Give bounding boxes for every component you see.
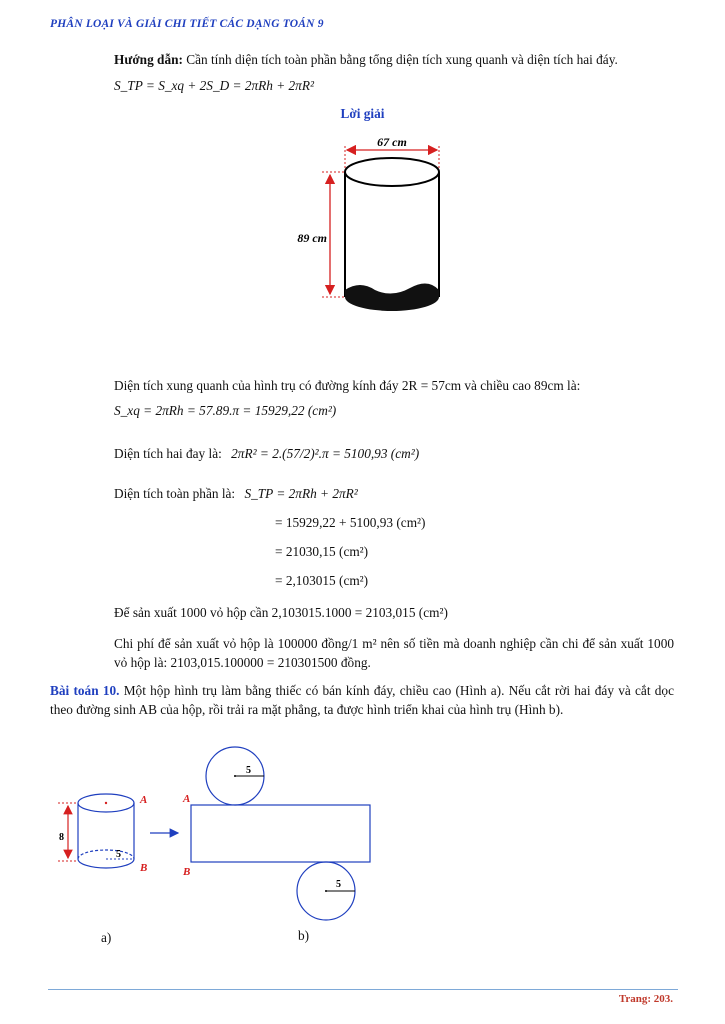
solution-line1: Diện tích xung quanh của hình trụ có đường kính đáy 2R = 57cm và chiều cao 89cm là: bbox=[114, 378, 581, 393]
caption-b: b) bbox=[298, 928, 310, 943]
line3-formula: 2πR² = 2.(57/2)².π = 5100,93 (cm²) bbox=[231, 446, 420, 461]
bottom-circle-radius-label: 5 bbox=[336, 879, 341, 890]
net-point-a-label: A bbox=[183, 793, 191, 805]
small-radius-label: 5 bbox=[116, 849, 121, 860]
guide-label: Hướng dẫn: bbox=[114, 52, 183, 67]
diameter-label: 67 cm bbox=[377, 135, 407, 149]
guide-line bbox=[114, 52, 618, 68]
solution-title: Lời giải bbox=[340, 106, 385, 121]
line4-label: Diện tích toàn phần là: bbox=[114, 486, 236, 501]
problem10-text: Một hộp hình trụ làm bằng thiếc có bán kính đáy, chiều cao (Hình a). Nếu cắt rời hai đáy và cắt dọc theo đường sinh AB của hộp, rồi trải ra mặt phẳng, ta được hình triển khai của hình trụ (Hình b). bbox=[50, 683, 674, 717]
footer-divider bbox=[48, 989, 678, 990]
solution-step1: = 15929,22 + 5100,93 (cm²) bbox=[275, 515, 426, 530]
solution-line2: S_xq = 2πRh = 57.89.π = 15929,22 (cm²) bbox=[114, 403, 337, 418]
solution-line5: Để sản xuất 1000 vỏ hộp cần 2,103015.1000 = 2103,015 (cm²) bbox=[114, 605, 448, 620]
point-a-label: A bbox=[140, 794, 148, 806]
solution-line3 bbox=[114, 446, 419, 462]
page-number: Trang: 203. bbox=[618, 993, 673, 1005]
point-b-label: B bbox=[140, 862, 148, 874]
caption-a: a) bbox=[101, 930, 112, 945]
top-circle-radius-label: 5 bbox=[246, 765, 251, 776]
base-shading bbox=[345, 283, 439, 311]
net-figure bbox=[40, 740, 380, 955]
net-point-b-label: B bbox=[183, 866, 191, 878]
guide-text: Cần tính diện tích toàn phần bằng tổng diện tích xung quanh và diện tích hai đáy. bbox=[182, 52, 618, 67]
page-header: PHÂN LOẠI VÀ GIẢI CHI TIẾT CÁC DẠNG TOÁN 9 bbox=[50, 18, 324, 30]
problem10-label: Bài toán 10. bbox=[50, 683, 120, 698]
solution-step3: = 2,103015 (cm²) bbox=[275, 573, 369, 588]
net-rectangle bbox=[191, 805, 370, 862]
small-height-label: 8 bbox=[59, 832, 64, 843]
top-ellipse bbox=[345, 158, 439, 186]
solution-line6: Chi phí để sản xuất vỏ hộp là 100000 đồng/1 m² nên số tiền mà doanh nghiệp cần chi để sản xuất 1000 vỏ hộp là: 2103,015.100000 = 210301500 đồng. bbox=[114, 636, 674, 670]
solution-step2: = 21030,15 (cm²) bbox=[275, 544, 369, 559]
solution-line4 bbox=[114, 486, 358, 502]
problem10 bbox=[50, 681, 674, 719]
height-label: 89 cm bbox=[297, 231, 327, 245]
line4-formula: S_TP = 2πRh + 2πR² bbox=[244, 486, 358, 501]
cylinder-figure bbox=[290, 130, 460, 330]
guide-formula: S_TP = S_xq + 2S_D = 2πRh + 2πR² bbox=[114, 78, 314, 93]
line3-label: Diện tích hai đay là: bbox=[114, 446, 222, 461]
